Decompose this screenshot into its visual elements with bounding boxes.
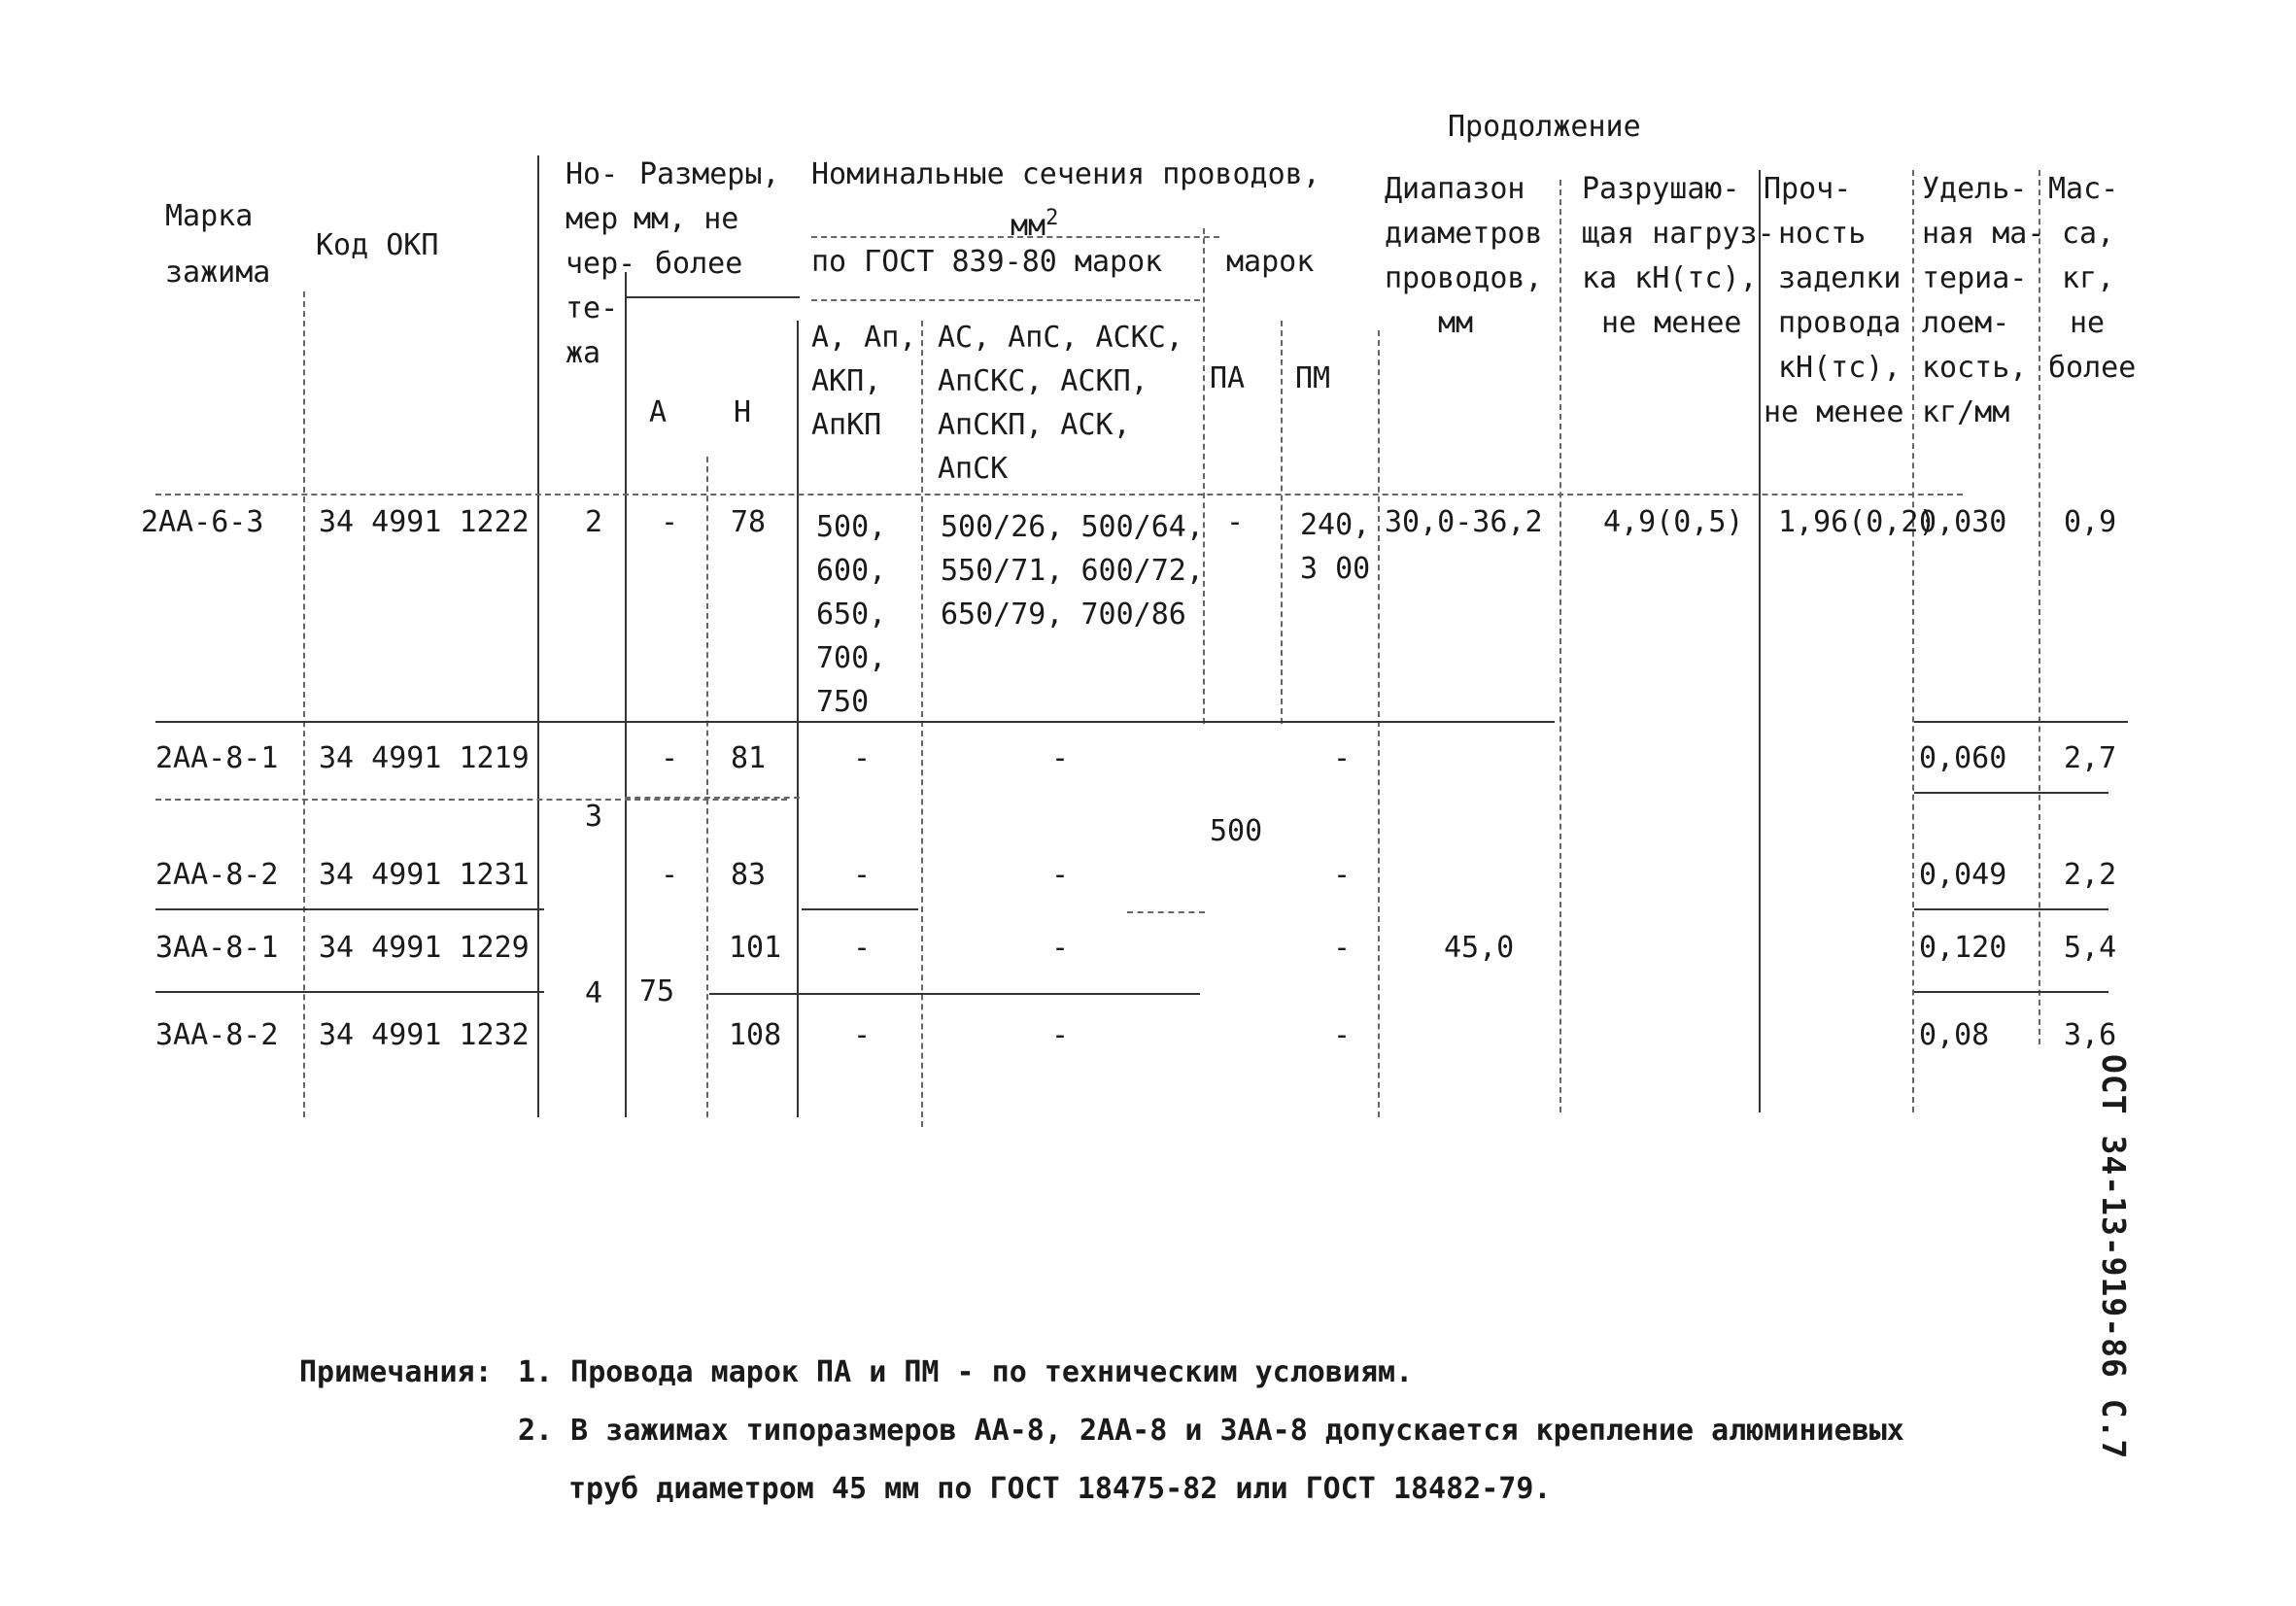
- header-proch-6: не менее: [1764, 395, 1904, 429]
- cell-grp-a-2: 600,: [816, 554, 887, 588]
- cell-marka: 3АА-8-2: [155, 1018, 279, 1052]
- cell-nomer: 2: [585, 505, 603, 539]
- header-razmer-h: Н: [734, 395, 752, 429]
- header-proch-1: Проч-: [1764, 172, 1852, 206]
- cell-h: 108: [729, 1018, 782, 1052]
- cell-massa: 0,9: [2064, 505, 2117, 539]
- header-nomer-5: жа: [565, 336, 601, 370]
- cell-grp-a-4: 700,: [816, 641, 887, 675]
- header-massa-1: Мас-: [2048, 172, 2119, 206]
- cell-grp-a: -: [853, 1018, 872, 1052]
- cell-udel: 0,120: [1919, 931, 2007, 965]
- cell-massa: 2,7: [2064, 741, 2117, 775]
- cell-pm-2: 3 00: [1300, 552, 1371, 586]
- header-grp-ac-4: АпСК: [938, 452, 1009, 486]
- header-grp-a-3: АпКП: [811, 408, 882, 442]
- cell-a-merged-75: 75: [639, 974, 675, 1008]
- cell-h: 101: [729, 931, 782, 965]
- cell-pm: -: [1333, 858, 1352, 892]
- header-razmery-1: Размеры,: [639, 157, 780, 191]
- header-proch-4: провода: [1778, 306, 1902, 340]
- header-nomer-1: Но-: [565, 157, 619, 191]
- cell-grp-a-1: 500,: [816, 510, 887, 544]
- header-razmery-2: мм, не: [634, 202, 739, 236]
- cell-pa: -: [1226, 505, 1245, 539]
- header-proch-2: ность: [1778, 217, 1867, 251]
- header-grp-ac-2: АпСКС, АСКП,: [938, 364, 1148, 398]
- header-kod: Код ОКП: [316, 228, 439, 262]
- cell-marka: 2АА-8-2: [155, 858, 279, 892]
- cell-razrush: 4,9(0,5): [1603, 505, 1744, 539]
- cell-udel: 0,049: [1919, 858, 2007, 892]
- cell-kod: 34 4991 1219: [319, 741, 530, 775]
- cell-diapazon: 30,0-36,2: [1385, 505, 1543, 539]
- header-nomer-3: чер-: [565, 247, 636, 281]
- cell-kod: 34 4991 1229: [319, 931, 530, 965]
- header-diapazon-3: проводов,: [1385, 261, 1543, 295]
- header-nominal-sup: 2: [1045, 206, 1059, 230]
- cell-h: 81: [731, 741, 767, 775]
- cell-pa-merged-500: 500: [1210, 814, 1263, 848]
- cell-kod: 34 4991 1232: [319, 1018, 530, 1052]
- cell-grp-ac-1: 500/26, 500/64,: [941, 510, 1204, 544]
- header-nominal: Номинальные сечения проводов,: [811, 157, 1320, 191]
- header-marka-1: Марка: [165, 199, 254, 233]
- cell-grp-a-5: 750: [816, 685, 870, 719]
- header-massa-3: кг,: [2062, 261, 2115, 295]
- cell-massa: 5,4: [2064, 931, 2117, 965]
- header-proch-5: кН(тс),: [1778, 351, 1902, 385]
- header-pm: ПМ: [1295, 361, 1331, 395]
- notes-label: Примечания:: [299, 1355, 493, 1389]
- cell-pm: -: [1333, 741, 1352, 775]
- continuation-label: Продолжение: [1448, 110, 1641, 144]
- cell-massa: 3,6: [2064, 1018, 2117, 1052]
- header-marok: марок: [1226, 245, 1315, 279]
- document-code-label: ОСТ 34-13-919-86 С.7: [2095, 1054, 2133, 1460]
- cell-h: 83: [731, 858, 767, 892]
- header-diapazon-2: диаметров: [1385, 217, 1543, 251]
- header-grp-ac-1: АС, АпС, АСКС,: [938, 321, 1183, 355]
- header-razmer-a: А: [649, 395, 668, 429]
- header-grp-a-2: АКП,: [811, 364, 882, 398]
- cell-massa: 2,2: [2064, 858, 2117, 892]
- header-pa: ПА: [1210, 361, 1246, 395]
- cell-udel: 0,08: [1919, 1018, 1990, 1052]
- cell-kod: 34 4991 1231: [319, 858, 530, 892]
- cell-grp-a-3: 650,: [816, 598, 887, 632]
- header-razrush-2: щая нагруз-: [1582, 217, 1775, 251]
- header-diapazon-4: мм: [1438, 306, 1474, 340]
- cell-grp-a: -: [853, 741, 872, 775]
- note-2-line-2: труб диаметром 45 мм по ГОСТ 18475-82 или ГОСТ 18482-79.: [568, 1472, 1552, 1506]
- note-2-line-1: 2. В зажимах типоразмеров АА-8, 2АА-8 и 3АА-8 допускается крепление алюминиевых: [518, 1414, 1904, 1448]
- note-1: 1. Провода марок ПА и ПМ - по техническим условиям.: [518, 1355, 1414, 1389]
- cell-pm: -: [1333, 931, 1352, 965]
- cell-a: -: [661, 858, 679, 892]
- cell-marka: 2АА-8-1: [155, 741, 279, 775]
- header-massa-2: са,: [2062, 217, 2115, 251]
- header-grp-a-1: А, Ап,: [811, 321, 917, 355]
- cell-udel: 0,060: [1919, 741, 2007, 775]
- cell-diapazon-merged-45: 45,0: [1444, 931, 1515, 965]
- header-razmery-3: более: [655, 247, 743, 281]
- cell-pm: -: [1333, 1018, 1352, 1052]
- header-razrush-4: не менее: [1601, 306, 1742, 340]
- cell-grp-ac: -: [1051, 858, 1070, 892]
- header-massa-4: не: [2070, 306, 2106, 340]
- header-nomer-2: мер: [565, 202, 619, 236]
- header-grp-ac-3: АпСКП, АСК,: [938, 408, 1131, 442]
- header-gost: по ГОСТ 839-80 марок: [811, 245, 1163, 279]
- header-diapazon-1: Диапазон: [1385, 172, 1525, 206]
- header-nominal-unit: $мм^2$: [1011, 206, 1059, 243]
- cell-nomer-merged-3: 3: [585, 800, 603, 834]
- header-udel-5: кость,: [1922, 351, 2028, 385]
- header-proch-3: заделки: [1778, 261, 1902, 295]
- cell-udel: 0,030: [1919, 505, 2007, 539]
- cell-grp-ac: -: [1051, 741, 1070, 775]
- header-udel-3: териа-: [1922, 261, 2028, 295]
- cell-a: -: [661, 505, 679, 539]
- header-razrush-3: ка кН(тс),: [1582, 261, 1758, 295]
- cell-pm-1: 240,: [1300, 508, 1371, 542]
- cell-nomer-merged-4: 4: [585, 976, 603, 1010]
- cell-grp-ac: -: [1051, 931, 1070, 965]
- cell-grp-a: -: [853, 931, 872, 965]
- header-udel-1: Удель-: [1922, 172, 2028, 206]
- header-udel-4: лоем-: [1922, 306, 2010, 340]
- header-marka-2: зажима: [165, 256, 271, 290]
- header-nomer-4: те-: [565, 291, 619, 325]
- cell-marka: 3АА-8-1: [155, 931, 279, 965]
- cell-grp-a: -: [853, 858, 872, 892]
- cell-grp-ac: -: [1051, 1018, 1070, 1052]
- cell-proch: 1,96(0,2): [1778, 505, 1936, 539]
- cell-grp-ac-3: 650/79, 700/86: [941, 598, 1186, 632]
- cell-a: -: [661, 741, 679, 775]
- cell-grp-ac-2: 550/71, 600/72,: [941, 554, 1204, 588]
- header-razrush-1: Разрушаю-: [1582, 172, 1740, 206]
- header-massa-5: более: [2048, 351, 2137, 385]
- cell-marka: 2АА-6-3: [141, 505, 264, 539]
- cell-h: 78: [731, 505, 767, 539]
- header-udel-6: кг/мм: [1922, 395, 2010, 429]
- cell-kod: 34 4991 1222: [319, 505, 530, 539]
- header-udel-2: ная ма-: [1922, 217, 2045, 251]
